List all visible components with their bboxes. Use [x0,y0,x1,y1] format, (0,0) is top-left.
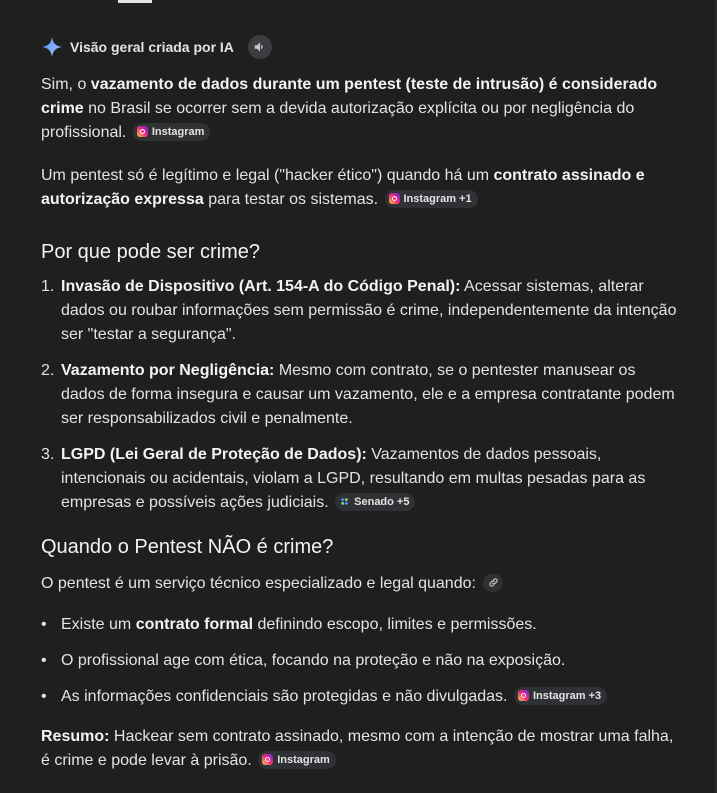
answer-paragraph [41,73,681,145]
pentest-paragraph [41,164,681,212]
listen-button[interactable] [248,35,272,59]
link-icon [488,577,499,588]
list-item [41,649,681,673]
list-number: 2. [41,362,55,379]
summary-paragraph [41,725,681,773]
text: Sim, o [41,76,91,93]
text: para testar os sistemas. [203,191,379,208]
source-chip-instagram[interactable] [258,751,336,769]
item-title: Invasão de Dispositivo (Art. 154-A do Código Penal): [61,278,461,295]
text: Existe um [61,616,136,633]
ai-overview [41,30,681,773]
bullet: • [41,688,47,705]
text: definindo escopo, limites e permissões. [253,616,537,633]
source-link-button[interactable] [483,574,503,592]
highlight-text: contrato formal [135,616,254,633]
instagram-icon [137,126,148,137]
overview-header [41,30,681,64]
item-text: Mesmo com contrato, se o pentester manusear os dados de forma insegura e causar um vazamento, ele e a empresa contratante podem ser responsabilizados civil e penalmente. [61,362,675,427]
active-tab-indicator [118,0,152,3]
chip-label: Instagram +1 [403,192,472,205]
section-heading: Por que pode ser crime? [41,241,261,263]
item-text: Acessar sistemas, alterar dados ou roubar informações sem permissão é crime, independentemente da intenção ser "testar a segurança". [61,278,677,343]
list-item [41,275,681,347]
text: O profissional age com ética, focando na proteção e não na exposição. [61,652,566,669]
list-number: 3. [41,446,55,463]
sparkle-icon [41,36,63,58]
chip-label: Instagram +3 [532,689,602,702]
summary-label: Resumo: [41,728,110,745]
source-chip-instagram[interactable] [385,190,478,208]
section-intro [41,572,681,596]
speaker-icon [253,40,267,54]
chip-label: Senado +5 [354,495,410,508]
chip-label: Instagram [277,753,330,766]
list-item [41,685,681,709]
tab-bar [0,0,717,4]
conditions-list [41,613,681,709]
text: O pentest é um serviço técnico especializado e legal quando: [41,575,476,592]
source-chip-instagram[interactable] [514,687,607,705]
reasons-list [41,275,681,515]
item-text: Vazamentos de dados pessoais, intencionais ou acidentais, violam a LGPD, resultando em multas pesadas para as empresas e possíveis ações judiciais. [61,446,646,511]
item-title: LGPD (Lei Geral de Proteção de Dados): [61,446,367,463]
highlight-text: vazamento de dados durante um pentest (teste de intrusão) é considerado crime [41,76,658,117]
list-item [41,443,681,515]
text: no Brasil se ocorrer sem a devida autorização explícita ou por negligência do profissional. [41,100,635,141]
list-number: 1. [41,278,55,295]
bullet: • [41,616,47,633]
highlight-text: contrato assinado e autorização expressa [41,167,645,208]
item-title: Vazamento por Negligência: [61,362,275,379]
section-heading: Quando o Pentest NÃO é crime? [41,536,334,558]
instagram-icon [389,193,400,204]
source-chip-instagram[interactable] [133,123,211,141]
list-item [41,359,681,431]
source-chip-senado[interactable] [335,493,415,511]
text: Um pentest só é legítimo e legal ("hacker ético") quando há um [41,167,494,184]
senado-icon [339,496,350,507]
text: Hackear sem contrato assinado, mesmo com a intenção de mostrar uma falha, é crime e pode levar à prisão. [41,728,674,769]
overview-title: Visão geral criada por IA [70,39,234,55]
chip-label: Instagram [151,125,205,138]
instagram-icon [518,690,529,701]
instagram-icon [262,754,273,765]
text: As informações confidenciais são protegidas e não divulgadas. [61,688,508,705]
bullet: • [41,652,47,669]
list-item [41,613,681,637]
